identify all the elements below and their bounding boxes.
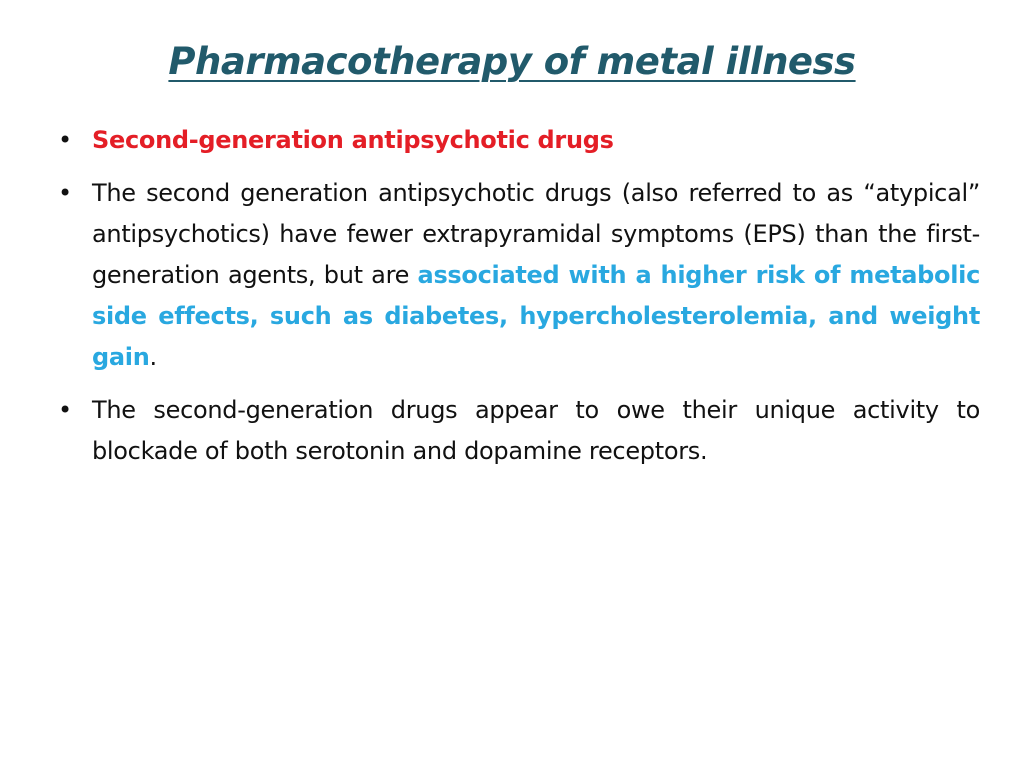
- bullet-text: The second generation antipsychotic drugs (also referred to as “atypical” antipsychotics) have fewer extrapyramidal symptoms (EPS) than the first-generation agents, but are: [92, 179, 980, 289]
- bullet-dot-icon: •: [58, 179, 72, 207]
- bullet-text: The second-generation drugs appear to owe their unique activity to blockade of both serotonin and dopamine receptors.: [92, 396, 980, 465]
- bullet-item-heading: [58, 120, 980, 161]
- bullet-item-mechanism: [58, 390, 980, 472]
- bullet-text-end: .: [149, 343, 157, 371]
- bullet-dot-icon: •: [58, 396, 72, 424]
- bullet-dot-icon: •: [58, 126, 72, 154]
- bullet-list: [58, 120, 980, 472]
- highlighted-side-effects-text: associated with a higher risk of metabolic side effects, such as diabetes, hypercholesterolemia, and weight gain: [92, 261, 980, 371]
- bullet-heading-text: Second-generation antipsychotic drugs: [92, 126, 614, 154]
- bullet-item-second-generation-description: [58, 173, 980, 378]
- slide-title: Pharmacotherapy of metal illness: [168, 40, 856, 83]
